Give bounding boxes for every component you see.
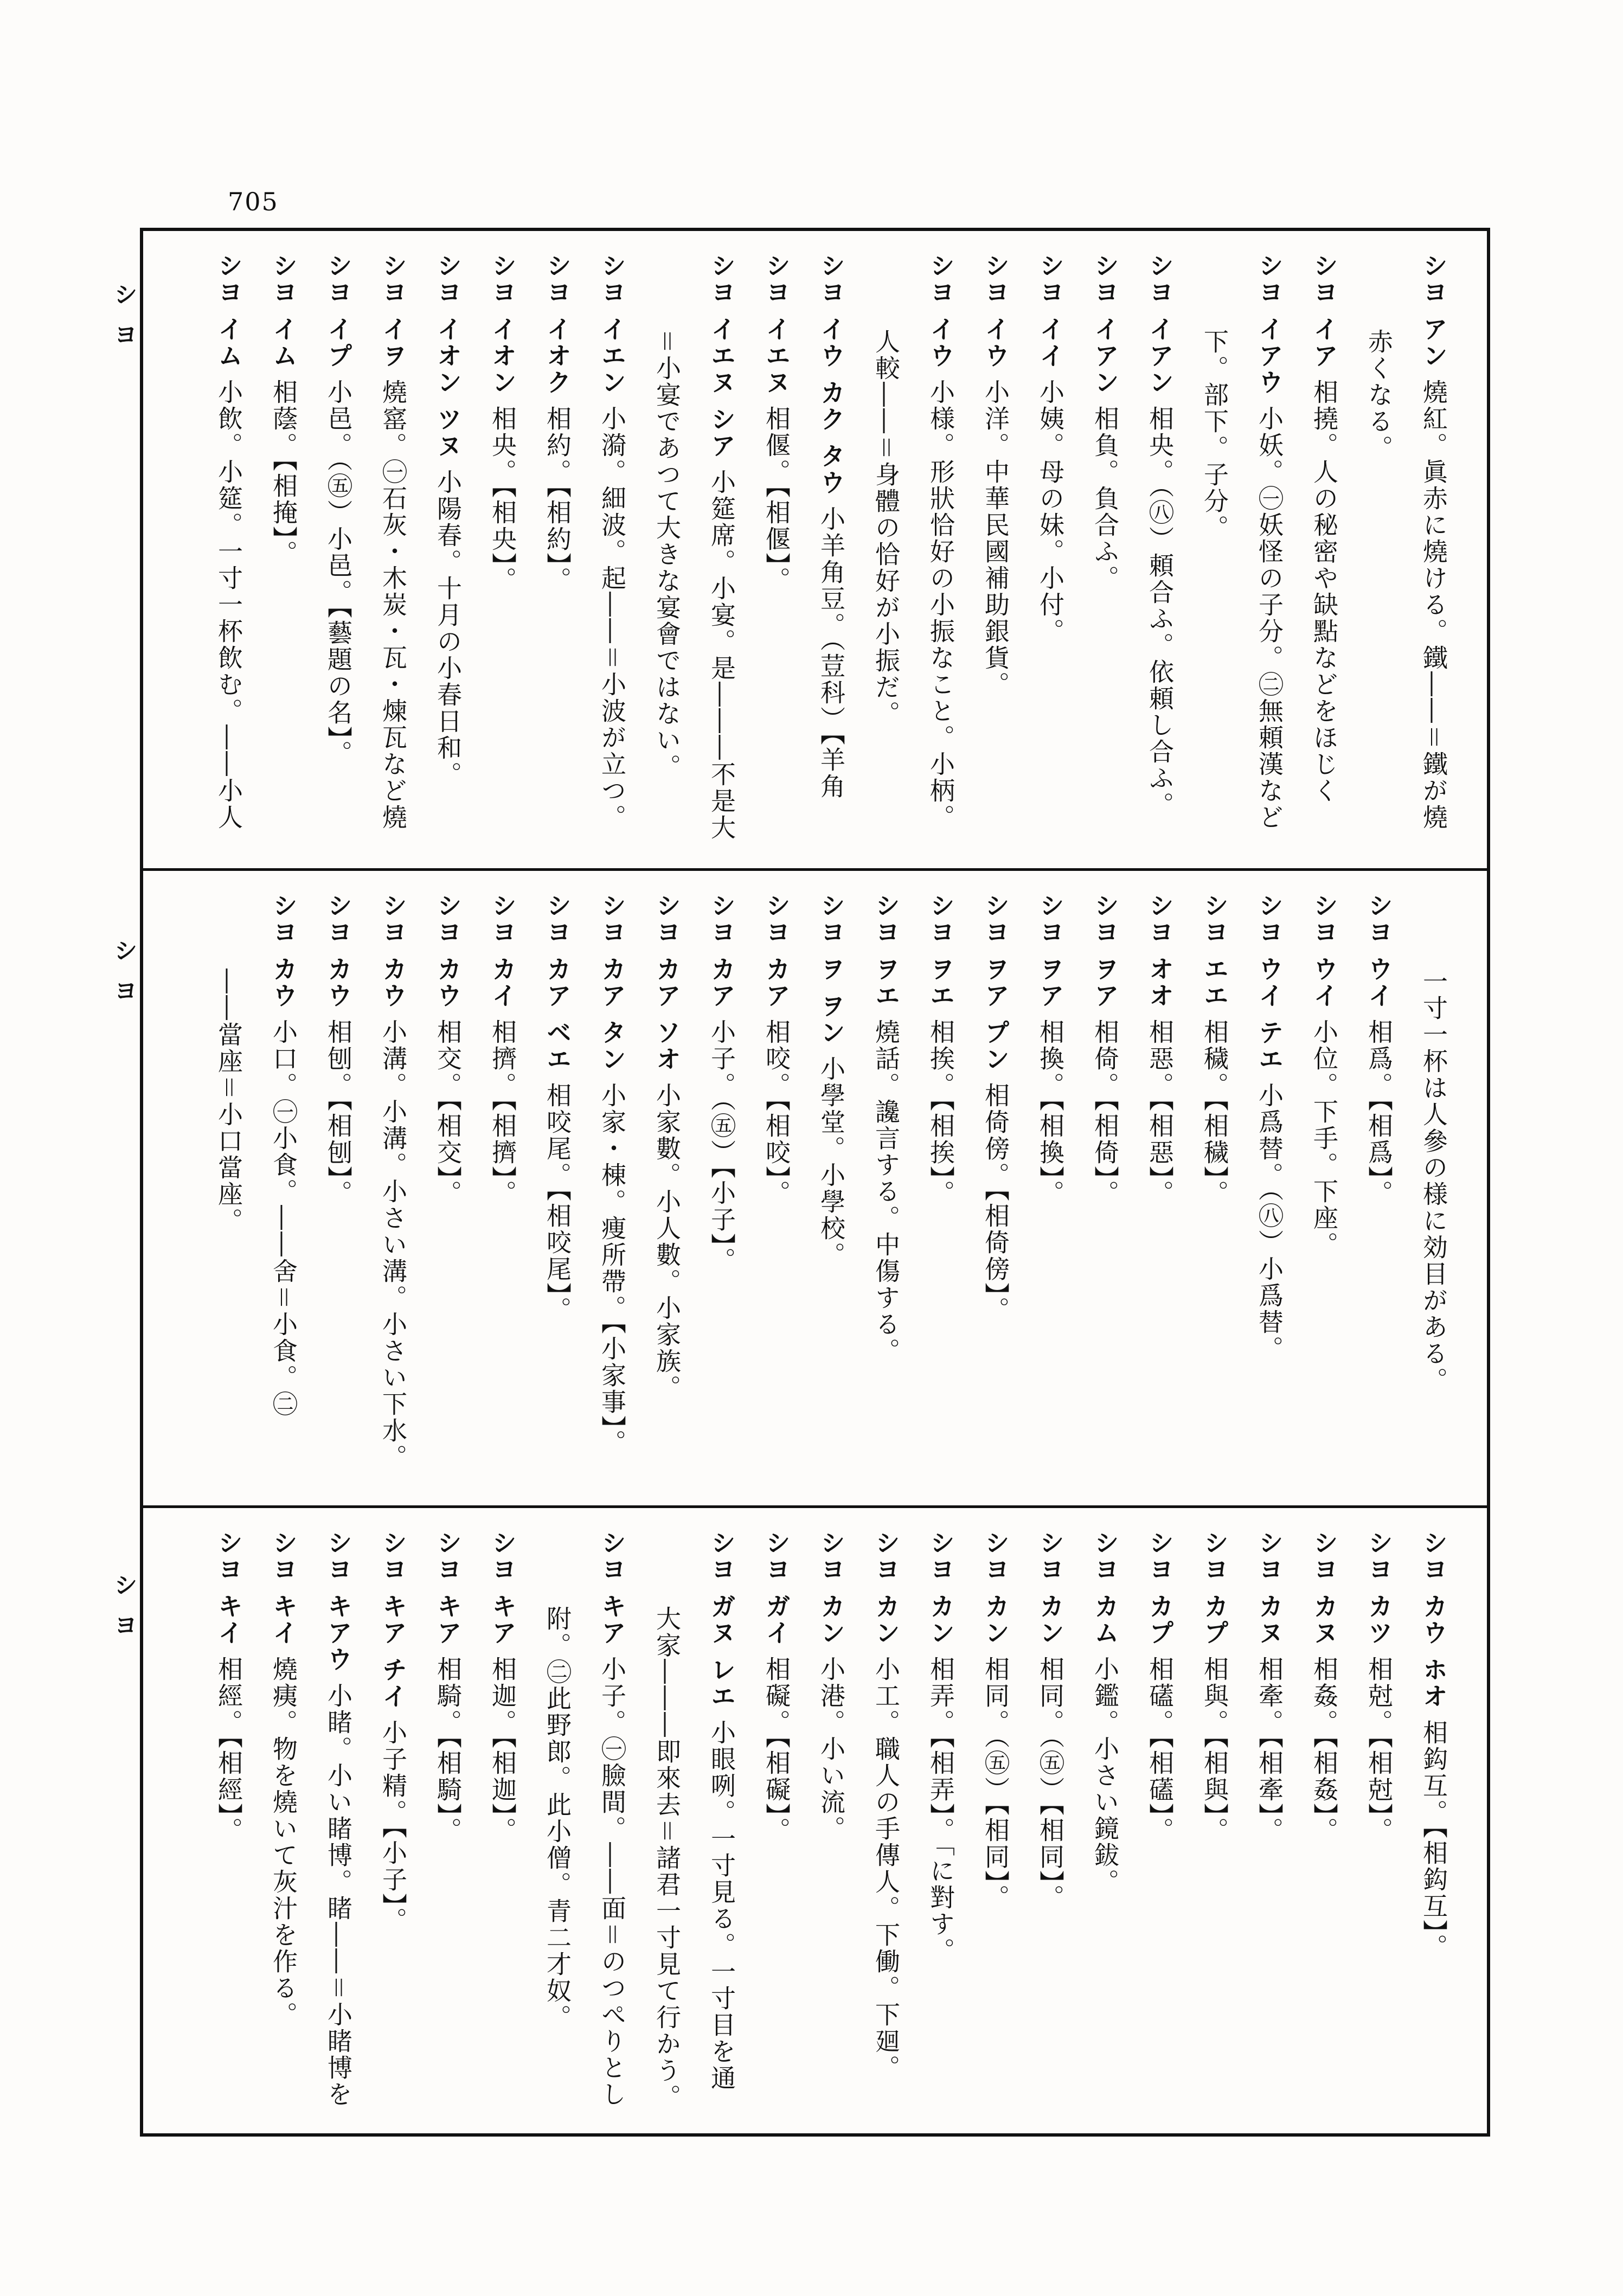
dictionary-entry [311,1530,365,2112]
entry-definition: 相惡。【相惡】。 [1145,1019,1175,1207]
entry-headword: シヨ オオ [1145,893,1175,1010]
entry-headword: シヨ カン [1036,1530,1065,1647]
dictionary-entry [420,893,475,1484]
entry-headword: シヨ イエヌ シア [707,253,736,460]
dictionary-entry [365,893,420,1484]
entry-definition: 小陽春。十月の小春日和。 [433,469,463,788]
entry-headword: シヨ ヲエ [871,893,901,1010]
dictionary-entry [1132,1530,1187,2112]
entry-headword: シヨ イイ [1036,253,1065,370]
entry-headword: シヨ カア [707,893,736,1010]
entry-headword: シヨ カヌ [1255,1530,1284,1647]
entry-headword: シヨ カプ [1145,1530,1175,1647]
dictionary-entry [913,1530,968,2112]
dictionary-entry [1351,1530,1406,2112]
entry-headword: シヨ ウイ テエ [1255,893,1284,1073]
entry-definition: 燒痍。物を燒いて灰汁を作る。 [269,1656,298,2029]
entry-headword: シヨ イア [1310,253,1339,370]
entry-continuation [1187,253,1242,846]
dictionary-entry [475,1530,530,2112]
dictionary-entry [1297,253,1351,846]
entry-continuation [1351,253,1406,846]
entry-definition: 小様。形狀恰好の小振なこと。小柄。 [926,379,955,831]
entry-definition: 相弄。【相弄】。「に對す。 [926,1656,955,1965]
dictionary-entry [804,893,858,1484]
entry-headword: シヨ ガイ [762,1530,791,1647]
dictionary-entry [475,253,530,846]
entry-headword: シヨ イオク [543,253,572,396]
entry-headword: シヨ キイ [269,1530,298,1647]
entry-headword: シヨ ヲエ [926,893,955,1010]
dictionary-entry [858,893,913,1484]
entry-definition: 小港。小い流。 [817,1656,846,1843]
entry-headword: シヨ カプ [1200,1530,1229,1647]
dictionary-entry [530,253,585,846]
entry-definition: 小羊角豆。（荳科）【羊角 [817,506,846,800]
entry-definition: 相刨。【相刨】。 [324,1019,353,1207]
entry-definition: 相央。【相央】。 [488,406,517,594]
entry-definition: 相咬尾。【相咬尾】。 [543,1082,572,1324]
entry-definition: 相交。【相交】。 [433,1019,463,1207]
entry-headword: シヨ イエン [598,253,627,396]
entry-headword: シヨ イオン [488,253,517,396]
entry-definition: 相牽。【相牽】。 [1255,1656,1284,1844]
entry-definition: 相撓。人の秘密や缺點などをほじく [1310,379,1339,805]
dictionary-entry [1297,893,1351,1484]
entry-definition: 相偃。【相偃】。 [762,406,791,594]
entry-headword: シヨ カム [1090,1530,1120,1647]
entry-headword: シヨ イオン ツヌ [433,253,463,460]
dictionary-entry [913,893,968,1484]
dictionary-entry [694,253,749,846]
dictionary-entry [201,1530,256,2112]
page-number: 705 [228,187,279,216]
entry-definition: 一寸一杯は人參の様に効目がある。 [1419,969,1448,1394]
entry-headword: シヨ カウ [269,893,298,1010]
entry-definition: 相同。（㊄）【相同】。 [981,1656,1010,1912]
dictionary-entry [530,893,585,1484]
dictionary-entry [858,1530,913,2112]
entry-definition: 相礙。【相礙】。 [762,1656,791,1844]
dictionary-entry [1187,1530,1242,2112]
entry-headword: シヨ カア [762,893,791,1010]
dictionary-entry [804,1530,858,2112]
entry-headword: シヨ カウ [433,893,463,1010]
dictionary-entry [1023,1530,1077,2112]
entry-headword: シヨ イム [269,253,298,370]
entry-headword: シヨ イアン [1145,253,1175,396]
dictionary-entry [311,893,365,1484]
entry-definition: 相倚。【相倚】。 [1090,1019,1120,1207]
entry-definition: 小口。㊀小食。――舍＝小食。㊁ [269,1019,298,1418]
entry-definition: 相挨。【相挨】。 [926,1019,955,1207]
dictionary-entry [475,893,530,1484]
tier-1 [143,231,1487,871]
entry-headword: シヨ カン [981,1530,1010,1647]
entry-headword: シヨ カウ ホオ [1419,1530,1448,1710]
dictionary-entry [749,253,804,846]
entry-definition: 小家・棟。痩所帶。【小家事】。 [598,1082,627,1457]
entry-continuation [530,1530,585,2112]
entry-headword: シヨ イアウ [1255,253,1284,396]
entry-definition: 相爲。【相爲】。 [1364,1019,1394,1207]
entry-definition: 赤くなる。 [1364,329,1394,461]
entry-definition: 相姦。【相姦】。 [1310,1656,1339,1844]
entry-headword: シヨ イム [214,253,243,370]
entry-headword: シヨ キア [598,1530,627,1647]
entry-definition: 小家數。小人數。小家族。 [652,1082,682,1402]
entry-definition: 相約。【相約】。 [543,406,572,594]
entry-definition: 小眼咧。一寸見る。一寸目を通 [707,1720,736,2092]
dictionary-entry [749,893,804,1484]
margin-label-tier1: シヨ [110,282,137,362]
entry-definition: 燒紅。眞赤に燒ける。鐵――＝鐵が燒 [1419,379,1448,831]
dictionary-entry [1242,893,1297,1484]
dictionary-entry [1023,253,1077,846]
dictionary-entry [1132,893,1187,1484]
entry-headword: シヨ ヲア プン [981,893,1010,1073]
entry-headword: シヨ エエ [1200,893,1229,1010]
entry-headword: シヨ キイ [214,1530,243,1647]
dictionary-entry [639,893,694,1484]
entry-headword: シヨ カウ [324,893,353,1010]
entry-definition: 附。㊁此野郎。此小僧。青二才奴。 [543,1606,572,2031]
entry-definition: 相穢。【相穢】。 [1200,1019,1229,1207]
entry-definition: 小學堂。小學校。 [817,1056,846,1269]
entry-continuation [639,1530,694,2112]
dictionary-entry [1023,893,1077,1484]
entry-definition: 相換。【相換】。 [1036,1019,1065,1207]
entry-definition: 相迦。【相迦】。 [488,1656,517,1844]
dictionary-entry [1297,1530,1351,2112]
entry-headword: シヨ カヌ [1310,1530,1339,1647]
entry-headword: シヨ カイ [488,893,517,1010]
entry-headword: シヨ イヲ [379,253,408,370]
entry-headword: シヨ ガヌ レエ [707,1530,736,1710]
entry-headword: シヨ キア [433,1530,463,1647]
dictionary-entry [1242,1530,1297,2112]
dictionary-entry [420,1530,475,2112]
entry-continuation [639,253,694,846]
entry-definition: 相鈎互。【相鈎互】。 [1419,1720,1448,1961]
entry-definition: 小溝。小溝。小さい溝。小さい下水。 [379,1019,408,1471]
entry-definition: 燒話。讒言する。中傷する。 [871,1019,901,1365]
entry-definition: 大家―――即來去＝諸君一寸見て行かう。 [652,1606,682,2111]
entry-definition: 相擠。【相擠】。 [488,1019,517,1207]
entry-headword: シヨ カウ [379,893,408,1010]
entry-definition: 小睹。小い睹博。睹――＝小睹博を [324,1683,353,2108]
entry-definition: 小漪。細波。起――＝小波が立つ。 [598,406,627,831]
dictionary-entry [694,1530,749,2112]
entry-definition: 相與。【相與】。 [1200,1656,1229,1844]
entry-definition: 小子。㊀臉間。――面＝のつぺりとし [598,1656,627,2108]
entry-headword: シヨ キアウ [324,1530,353,1673]
dictionary-entry [1242,253,1297,846]
entry-definition: 小爲替。（㊇）小爲替。 [1255,1082,1284,1363]
dictionary-entry [1077,893,1132,1484]
entry-headword: シヨ ヲ ヲン [817,893,846,1047]
dictionary-entry [804,253,858,846]
entry-headword: シヨ ヲア [1036,893,1065,1010]
entry-definition: 小洋。中華民國補助銀貨。 [981,379,1010,698]
dictionary-entry [585,893,639,1484]
margin-label-tier3: シヨ [110,1573,137,1653]
entry-headword: シヨ カン [871,1530,901,1647]
entry-headword: シヨ ウイ [1364,893,1394,1010]
entry-definition: 小子。（㊄）【小子】。 [707,1019,736,1274]
entry-definition: 小鑑。小さい鏡鈸。 [1090,1656,1120,1896]
entry-definition: 小筵席。小宴。是―――不是大 [707,469,736,842]
entry-headword: シヨ カア ベエ [543,893,572,1073]
entry-continuation [858,253,913,846]
entry-definition: 小邑。（㊄）小邑。【藝題の名】。 [324,379,353,767]
entry-definition: 相負。負合ふ。 [1090,406,1120,592]
entry-definition: ＝小宴であつて大きな宴會ではない。 [652,329,682,780]
dictionary-entry [256,1530,311,2112]
entry-definition: 相礚。【相礚】。 [1145,1656,1175,1844]
entry-continuation [201,893,256,1484]
dictionary-entry [365,253,420,846]
dictionary-entry [201,253,256,846]
entry-headword: シヨ ヲア [1090,893,1120,1010]
dictionary-entry [1077,1530,1132,2112]
entry-headword: シヨ カン [817,1530,846,1647]
entry-definition: 小姨。母の妹。小付。 [1036,379,1065,645]
tier-2 [143,871,1487,1508]
dictionary-entry [968,1530,1023,2112]
dictionary-entry [1132,253,1187,846]
dictionary-entry [749,1530,804,2112]
dictionary-entry [585,1530,639,2112]
entry-definition: 燒窰。㊀石灰・木炭・瓦・煉瓦など燒 [379,379,408,831]
entry-definition: 相蔭。【相掩】。 [269,379,298,567]
dictionary-entry [968,893,1023,1484]
entry-definition: 相咬。【相咬】。 [762,1019,791,1207]
dictionary-entry [1077,253,1132,846]
entry-definition: 相倚傍。【相倚傍】。 [981,1082,1010,1324]
dictionary-entry [968,253,1023,846]
dictionary-entry [1406,253,1461,846]
dictionary-entry [1351,893,1406,1484]
entry-definition: 相央。（㊇）頼合ふ。依頼し合ふ。 [1145,406,1175,819]
dictionary-entry [694,893,749,1484]
entry-definition: 人較――＝身體の恰好が小振だ。 [871,329,901,727]
entry-headword: シヨ カン [926,1530,955,1647]
margin-label-tier2: シヨ [110,938,137,1018]
dictionary-entry [585,253,639,846]
entry-definition: ――當座＝小口當座。 [214,969,243,1234]
entry-headword: シヨ イエヌ [762,253,791,396]
entry-headword: シヨ イアン [1090,253,1120,396]
dictionary-entry [1187,893,1242,1484]
entry-headword: シヨ カツ [1364,1530,1394,1647]
entry-definition: 小飲。小筵。一寸一杯飲む。――小人 [214,379,243,831]
dictionary-entry [256,893,311,1484]
dictionary-entry [311,253,365,846]
entry-definition: 相騎。【相騎】。 [433,1656,463,1844]
entry-definition: 下。部下。子分。 [1200,329,1229,541]
entry-definition: 小位。下手。下座。 [1310,1019,1339,1259]
entry-headword: シヨ カア ソオ [652,893,682,1073]
entry-headword: シヨ カア タン [598,893,627,1073]
entry-headword: シヨ イウ [981,253,1010,370]
dictionary-entry [365,1530,420,2112]
entry-definition: 小妖。㊀妖怪の子分。㊁無頼漢など [1255,406,1284,831]
entry-continuation [1406,893,1461,1484]
entry-definition: 相同。（㊄）【相同】。 [1036,1656,1065,1912]
dictionary-entry [913,253,968,846]
entry-definition: 小子精。【小子】。 [379,1720,408,1934]
dictionary-entry [256,253,311,846]
entry-definition: 小工。職人の手傳人。下働。下廻。 [871,1656,901,2082]
entry-headword: シヨ キア [488,1530,517,1647]
entry-headword: シヨ イウ [926,253,955,370]
entry-headword: シヨ イプ [324,253,353,370]
dictionary-entry [420,253,475,846]
entry-headword: シヨ イウ カク タウ [817,253,846,497]
entry-headword: シヨ キア チイ [379,1530,408,1710]
dictionary-frame [140,228,1490,2137]
tier-3 [143,1508,1487,2133]
entry-headword: シヨ アン [1419,253,1448,370]
entry-definition: 相經。【相經】。 [214,1656,243,1844]
entry-headword: シヨ ウイ [1310,893,1339,1010]
dictionary-entry [1406,1530,1461,2112]
entry-definition: 相尅。【相尅】。 [1364,1656,1394,1844]
